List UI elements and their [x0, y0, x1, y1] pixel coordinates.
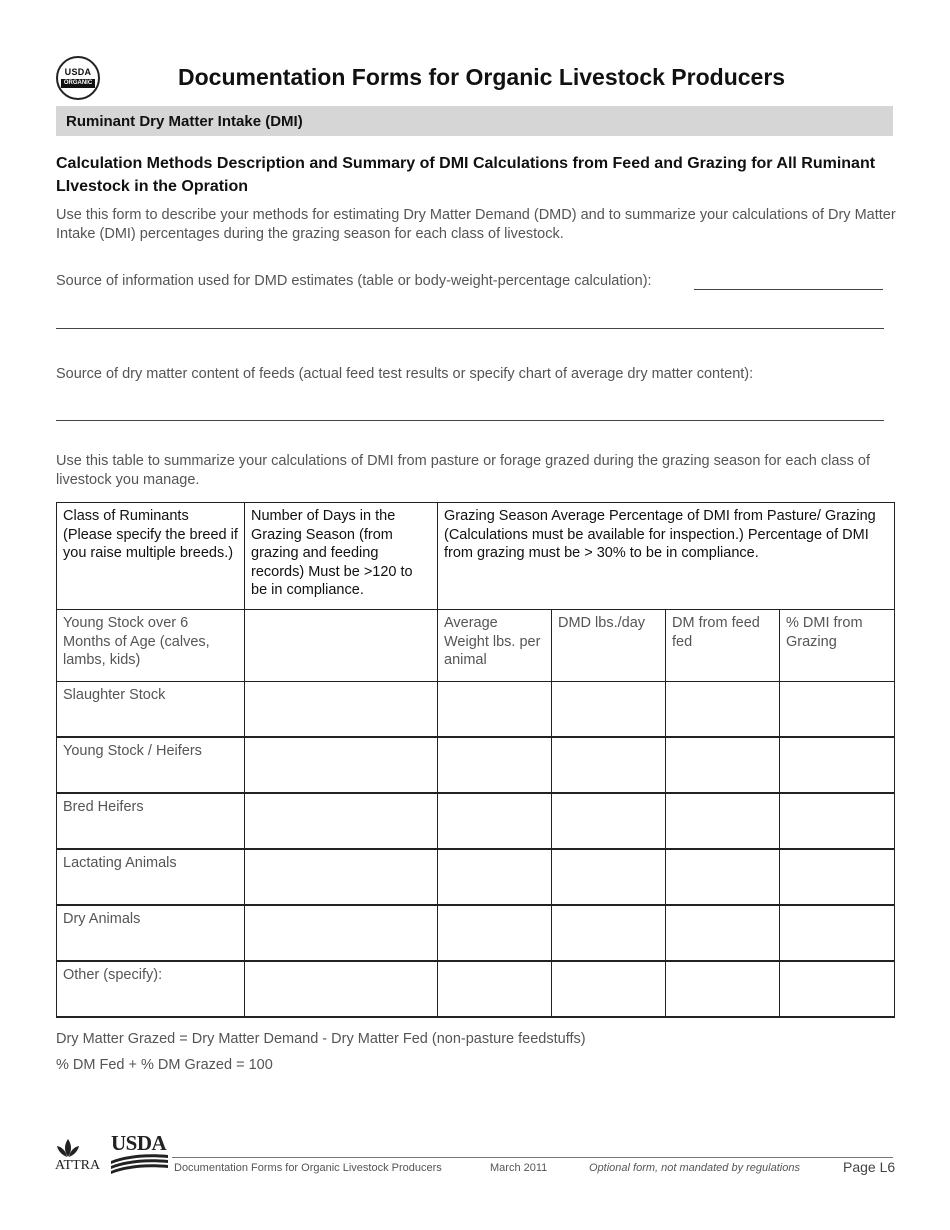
dmd-source-input-line[interactable] [694, 289, 883, 290]
section-title: Ruminant Dry Matter Intake (DMI) [66, 113, 303, 130]
cell-dmi-grazing-input[interactable] [780, 961, 895, 1017]
dmi-summary-table [56, 502, 895, 1018]
table-row [57, 961, 895, 1017]
header-grazing-season-dmi: Grazing Season Average Percentage of DMI from Pasture/ Grazing (Calculations must be available for inspection.) Percentage of DMI from grazing must be > 30% to be in compliance. [438, 503, 895, 610]
table-row [57, 849, 895, 905]
footer-document-name: Documentation Forms for Organic Livestock Producers [174, 1162, 442, 1174]
cell-dmi-grazing-input[interactable] [780, 737, 895, 793]
row-label: Young Stock / Heifers [57, 737, 245, 793]
cell-dm-fed-input[interactable] [666, 905, 780, 961]
cell-days-input[interactable] [245, 961, 438, 1017]
usda-organic-seal [56, 56, 100, 100]
cell-dmi-grazing-input[interactable] [780, 682, 895, 738]
cell-dm-fed-input[interactable] [666, 849, 780, 905]
row-label: Lactating Animals [57, 849, 245, 905]
cell-average-weight-input[interactable] [438, 849, 552, 905]
subheader-dm-from-feed: DM from feed fed [666, 610, 780, 682]
cell-dmd-input[interactable] [552, 682, 666, 738]
formula-dry-matter-grazed: Dry Matter Grazed = Dry Matter Demand - Dry Matter Fed (non-pasture feedstuffs) [56, 1031, 586, 1047]
table-row [57, 905, 895, 961]
cell-average-weight-input[interactable] [438, 682, 552, 738]
cell-days-input[interactable] [245, 610, 438, 682]
subheader-dmd: DMD lbs./day [552, 610, 666, 682]
footer-divider [172, 1157, 893, 1158]
row-label: Bred Heifers [57, 793, 245, 849]
page-number: Page L6 [843, 1159, 896, 1175]
cell-average-weight-input[interactable] [438, 961, 552, 1017]
subheader-dmi-from-grazing: % DMI from Grazing [780, 610, 895, 682]
usda-logo-text: USDA [111, 1131, 167, 1155]
row-label: Slaughter Stock [57, 682, 245, 738]
subheader-young-stock-over-6-months: Young Stock over 6 Months of Age (calves, lambs, kids) [57, 610, 245, 682]
dry-matter-source-input-line[interactable] [56, 420, 884, 421]
footer-date: March 2011 [490, 1162, 548, 1174]
cell-dm-fed-input[interactable] [666, 682, 780, 738]
cell-dm-fed-input[interactable] [666, 793, 780, 849]
header-class-of-ruminants: Class of Ruminants (Please specify the breed if you raise multiple breeds.) [57, 503, 245, 610]
attra-logo-text: ATTRA [55, 1158, 101, 1173]
cell-dm-fed-input[interactable] [666, 737, 780, 793]
seal-bottom-text: ORGANIC [61, 79, 95, 88]
cell-days-input[interactable] [245, 793, 438, 849]
footer-note: Optional form, not mandated by regulations [589, 1162, 800, 1174]
formula-dm-percent-total: % DM Fed + % DM Grazed = 100 [56, 1057, 273, 1073]
dry-matter-source-label: Source of dry matter content of feeds (actual feed test results or specify chart of average dry matter content): [56, 366, 754, 382]
cell-dm-fed-input[interactable] [666, 961, 780, 1017]
dmd-source-label: Source of information used for DMD estimates (table or body-weight-percentage calculation): [56, 273, 652, 289]
table-intro: Use this table to summarize your calculations of DMI from pasture or forage grazed during the grazing season for each class of livestock you manage. [56, 453, 871, 488]
cell-dmd-input[interactable] [552, 737, 666, 793]
cell-dmd-input[interactable] [552, 905, 666, 961]
document-title: Documentation Forms for Organic Livestock Producers [178, 64, 786, 90]
cell-average-weight-input[interactable] [438, 905, 552, 961]
form-subheading: Calculation Methods Description and Summary of DMI Calculations from Feed and Grazing for All Ruminant LIvestock in the Opration [56, 155, 876, 195]
cell-average-weight-input[interactable] [438, 793, 552, 849]
cell-average-weight-input[interactable] [438, 737, 552, 793]
cell-dmd-input[interactable] [552, 961, 666, 1017]
table-row [57, 737, 895, 793]
table-header-row [57, 503, 895, 610]
header-days-in-grazing-season: Number of Days in the Grazing Season (from grazing and feeding records) Must be >120 to be in compliance. [245, 503, 438, 610]
dmd-source-continuation-line[interactable] [56, 328, 884, 329]
cell-days-input[interactable] [245, 849, 438, 905]
table-subheader-row [57, 610, 895, 682]
cell-days-input[interactable] [245, 737, 438, 793]
cell-days-input[interactable] [245, 905, 438, 961]
cell-days-input[interactable] [245, 682, 438, 738]
seal-top-text: USDA [64, 67, 92, 77]
cell-dmd-input[interactable] [552, 793, 666, 849]
row-label: Dry Animals [57, 905, 245, 961]
row-label: Other (specify): [57, 961, 245, 1017]
table-row [57, 682, 895, 738]
table-row [57, 793, 895, 849]
cell-dmi-grazing-input[interactable] [780, 849, 895, 905]
cell-dmi-grazing-input[interactable] [780, 793, 895, 849]
form-intro: Use this form to describe your methods for estimating Dry Matter Demand (DMD) and to summarize your calculations of Dry Matter Intake (DMI) percentages during the grazing season for each class of livestock. [56, 207, 896, 242]
cell-dmi-grazing-input[interactable] [780, 905, 895, 961]
cell-dmd-input[interactable] [552, 849, 666, 905]
subheader-average-weight: Average Weight lbs. per animal [438, 610, 552, 682]
